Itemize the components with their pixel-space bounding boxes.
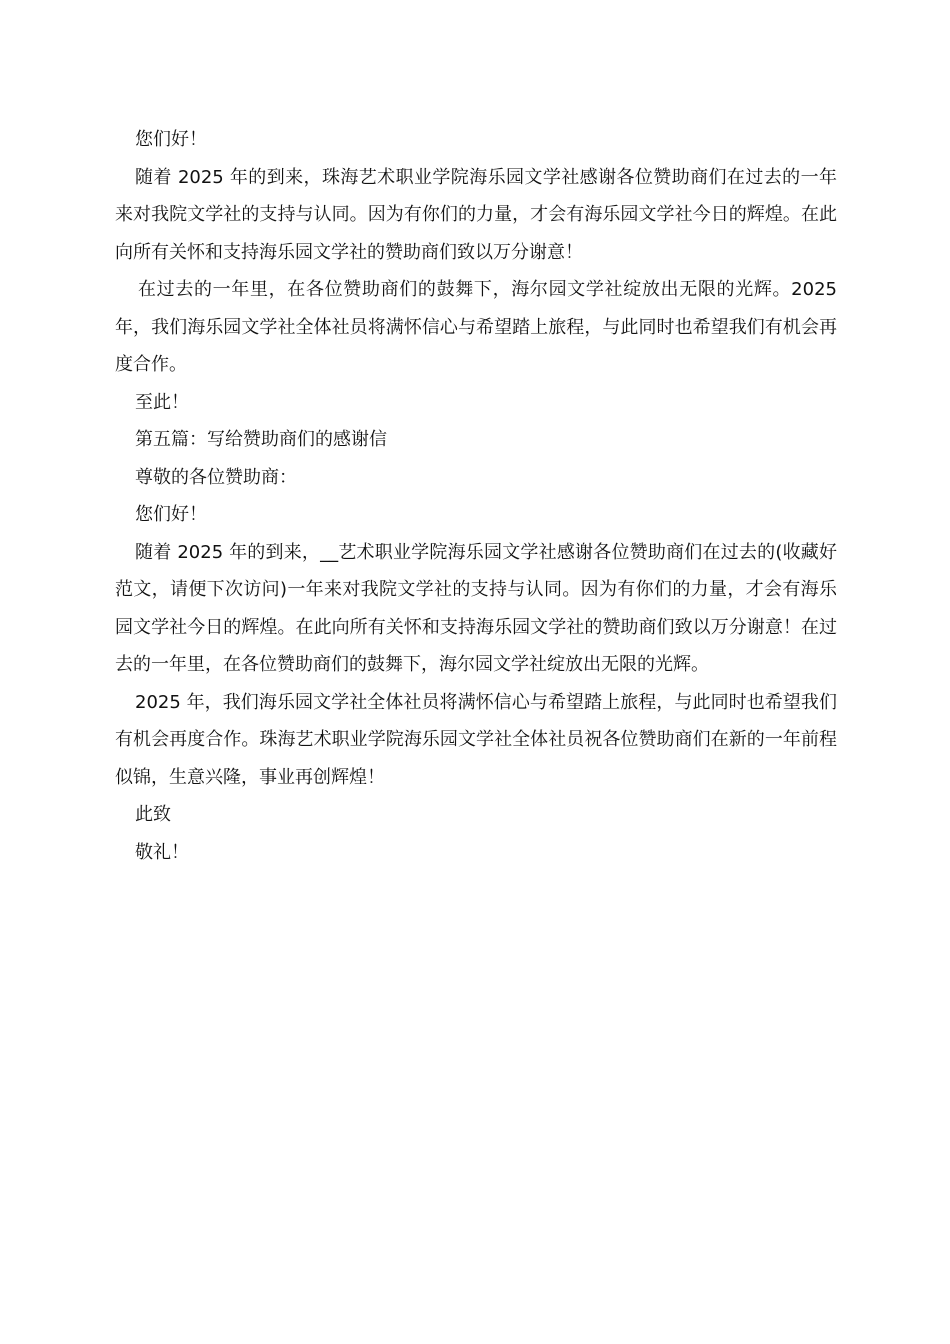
body-paragraph-2: 在过去的一年里，在各位赞助商们的鼓舞下，海尔园文学社绽放出无限的光辉。2025 年，我们海乐园文学社全体社员将满怀信心与希望踏上旅程，与此同时也希望我们有机会再度合作。 bbox=[115, 279, 837, 375]
greeting-1: 您们好！ bbox=[135, 129, 207, 150]
body-paragraph-1: 随着 2025 年的到来，珠海艺术职业学院海乐园文学社感谢各位赞助商们在过去的一年来对我院文学社的支持与认同。因为有你们的力量，才会有海乐园文学社今日的辉煌。在此向所有关怀和支持海乐园文学社的赞助商们致以万分谢意！ bbox=[115, 166, 837, 263]
greeting-2: 您们好！ bbox=[135, 504, 207, 525]
body-paragraph-3: 随着 2025 年的到来，__艺术职业学院海乐园文学社感谢各位赞助商们在过去的(收藏好范文，请便下次访问)一年来对我院文学社的支持与认同。因为有你们的力量，才会有海乐园文学社今日的辉煌。在此向所有关怀和支持海乐园文学社的赞助商们致以万分谢意！在过去的一年里，在各位赞助商们的鼓舞下，海尔园文学社绽放出无限的光辉。 bbox=[115, 541, 837, 675]
salutation: 尊敬的各位赞助商： bbox=[135, 466, 297, 488]
closing-2: 此致 bbox=[135, 804, 171, 825]
closing-1: 至此！ bbox=[135, 391, 189, 413]
letter-body bbox=[115, 121, 837, 871]
body-paragraph-4: 2025 年，我们海乐园文学社全体社员将满怀信心与希望踏上旅程，与此同时也希望我们有机会再度合作。珠海艺术职业学院海乐园文学社全体社员祝各位赞助商们在新的一年前程似锦，生意兴隆，事业再创辉煌！ bbox=[115, 691, 837, 788]
closing-3: 敬礼！ bbox=[135, 841, 189, 863]
section-heading: 第五篇：写给赞助商们的感谢信 bbox=[135, 429, 387, 450]
